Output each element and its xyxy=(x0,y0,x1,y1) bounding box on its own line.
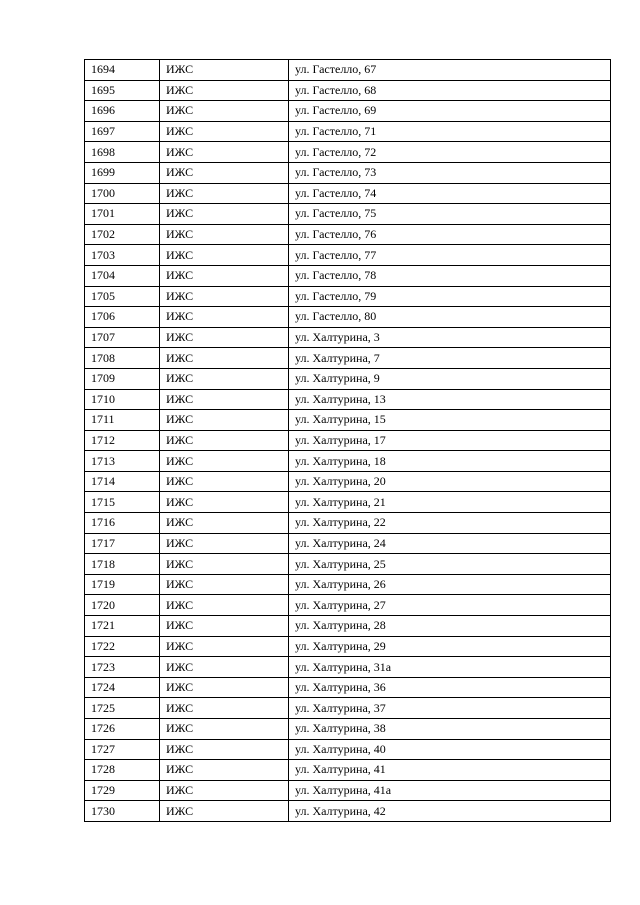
address-cell: ул. Гастелло, 77 xyxy=(289,245,611,266)
object-type-cell: ИЖС xyxy=(160,307,289,328)
object-type-cell: ИЖС xyxy=(160,554,289,575)
object-type-cell: ИЖС xyxy=(160,162,289,183)
row-number-cell: 1696 xyxy=(85,101,160,122)
row-number-cell: 1720 xyxy=(85,595,160,616)
table-row xyxy=(85,224,611,245)
table-row xyxy=(85,677,611,698)
address-cell: ул. Гастелло, 79 xyxy=(289,286,611,307)
address-cell: ул. Халтурина, 17 xyxy=(289,430,611,451)
table-row xyxy=(85,101,611,122)
object-type-cell: ИЖС xyxy=(160,698,289,719)
row-number-cell: 1715 xyxy=(85,492,160,513)
row-number-cell: 1704 xyxy=(85,265,160,286)
address-table xyxy=(84,59,611,822)
object-type-cell: ИЖС xyxy=(160,265,289,286)
object-type-cell: ИЖС xyxy=(160,533,289,554)
row-number-cell: 1698 xyxy=(85,142,160,163)
table-row xyxy=(85,760,611,781)
table-row xyxy=(85,451,611,472)
table-row xyxy=(85,410,611,431)
row-number-cell: 1726 xyxy=(85,719,160,740)
address-cell: ул. Гастелло, 72 xyxy=(289,142,611,163)
row-number-cell: 1719 xyxy=(85,574,160,595)
table-row xyxy=(85,430,611,451)
table-row xyxy=(85,60,611,81)
object-type-cell: ИЖС xyxy=(160,80,289,101)
table-row xyxy=(85,533,611,554)
table-row xyxy=(85,307,611,328)
table-row xyxy=(85,719,611,740)
row-number-cell: 1718 xyxy=(85,554,160,575)
address-cell: ул. Халтурина, 29 xyxy=(289,636,611,657)
row-number-cell: 1708 xyxy=(85,348,160,369)
table-row xyxy=(85,162,611,183)
object-type-cell: ИЖС xyxy=(160,574,289,595)
address-cell: ул. Гастелло, 67 xyxy=(289,60,611,81)
address-cell: ул. Халтурина, 36 xyxy=(289,677,611,698)
object-type-cell: ИЖС xyxy=(160,451,289,472)
object-type-cell: ИЖС xyxy=(160,121,289,142)
object-type-cell: ИЖС xyxy=(160,657,289,678)
address-cell: ул. Халтурина, 37 xyxy=(289,698,611,719)
row-number-cell: 1714 xyxy=(85,471,160,492)
table-row xyxy=(85,657,611,678)
address-cell: ул. Халтурина, 9 xyxy=(289,368,611,389)
table-row xyxy=(85,471,611,492)
object-type-cell: ИЖС xyxy=(160,760,289,781)
address-cell: ул. Халтурина, 3 xyxy=(289,327,611,348)
row-number-cell: 1712 xyxy=(85,430,160,451)
table-row xyxy=(85,204,611,225)
table-row xyxy=(85,801,611,822)
object-type-cell: ИЖС xyxy=(160,368,289,389)
row-number-cell: 1716 xyxy=(85,513,160,534)
object-type-cell: ИЖС xyxy=(160,719,289,740)
row-number-cell: 1709 xyxy=(85,368,160,389)
object-type-cell: ИЖС xyxy=(160,430,289,451)
table-row xyxy=(85,739,611,760)
address-cell: ул. Гастелло, 71 xyxy=(289,121,611,142)
address-cell: ул. Гастелло, 80 xyxy=(289,307,611,328)
table-row xyxy=(85,636,611,657)
table-row xyxy=(85,348,611,369)
table-row xyxy=(85,616,611,637)
object-type-cell: ИЖС xyxy=(160,780,289,801)
row-number-cell: 1705 xyxy=(85,286,160,307)
address-cell: ул. Гастелло, 78 xyxy=(289,265,611,286)
row-number-cell: 1702 xyxy=(85,224,160,245)
address-cell: ул. Халтурина, 38 xyxy=(289,719,611,740)
object-type-cell: ИЖС xyxy=(160,245,289,266)
row-number-cell: 1728 xyxy=(85,760,160,781)
address-cell: ул. Халтурина, 21 xyxy=(289,492,611,513)
row-number-cell: 1697 xyxy=(85,121,160,142)
address-cell: ул. Гастелло, 73 xyxy=(289,162,611,183)
table-row xyxy=(85,389,611,410)
address-cell: ул. Гастелло, 69 xyxy=(289,101,611,122)
table-row xyxy=(85,142,611,163)
object-type-cell: ИЖС xyxy=(160,513,289,534)
row-number-cell: 1706 xyxy=(85,307,160,328)
object-type-cell: ИЖС xyxy=(160,410,289,431)
address-cell: ул. Халтурина, 31а xyxy=(289,657,611,678)
object-type-cell: ИЖС xyxy=(160,348,289,369)
object-type-cell: ИЖС xyxy=(160,595,289,616)
address-cell: ул. Гастелло, 68 xyxy=(289,80,611,101)
address-cell: ул. Халтурина, 7 xyxy=(289,348,611,369)
row-number-cell: 1694 xyxy=(85,60,160,81)
object-type-cell: ИЖС xyxy=(160,204,289,225)
address-cell: ул. Халтурина, 41а xyxy=(289,780,611,801)
address-cell: ул. Гастелло, 75 xyxy=(289,204,611,225)
address-cell: ул. Халтурина, 41 xyxy=(289,760,611,781)
object-type-cell: ИЖС xyxy=(160,183,289,204)
object-type-cell: ИЖС xyxy=(160,142,289,163)
row-number-cell: 1700 xyxy=(85,183,160,204)
row-number-cell: 1710 xyxy=(85,389,160,410)
row-number-cell: 1721 xyxy=(85,616,160,637)
address-cell: ул. Халтурина, 13 xyxy=(289,389,611,410)
object-type-cell: ИЖС xyxy=(160,60,289,81)
address-cell: ул. Халтурина, 28 xyxy=(289,616,611,637)
object-type-cell: ИЖС xyxy=(160,677,289,698)
table-row xyxy=(85,286,611,307)
address-cell: ул. Халтурина, 26 xyxy=(289,574,611,595)
object-type-cell: ИЖС xyxy=(160,492,289,513)
row-number-cell: 1722 xyxy=(85,636,160,657)
table-row xyxy=(85,183,611,204)
row-number-cell: 1717 xyxy=(85,533,160,554)
object-type-cell: ИЖС xyxy=(160,801,289,822)
row-number-cell: 1723 xyxy=(85,657,160,678)
table-row xyxy=(85,513,611,534)
address-cell: ул. Халтурина, 20 xyxy=(289,471,611,492)
row-number-cell: 1725 xyxy=(85,698,160,719)
object-type-cell: ИЖС xyxy=(160,224,289,245)
row-number-cell: 1707 xyxy=(85,327,160,348)
table-row xyxy=(85,595,611,616)
address-cell: ул. Халтурина, 22 xyxy=(289,513,611,534)
table-row xyxy=(85,245,611,266)
table-row xyxy=(85,121,611,142)
table-row xyxy=(85,265,611,286)
address-cell: ул. Халтурина, 25 xyxy=(289,554,611,575)
address-table-body xyxy=(85,60,611,822)
object-type-cell: ИЖС xyxy=(160,101,289,122)
row-number-cell: 1703 xyxy=(85,245,160,266)
object-type-cell: ИЖС xyxy=(160,636,289,657)
object-type-cell: ИЖС xyxy=(160,389,289,410)
address-cell: ул. Гастелло, 74 xyxy=(289,183,611,204)
object-type-cell: ИЖС xyxy=(160,286,289,307)
table-row xyxy=(85,368,611,389)
row-number-cell: 1724 xyxy=(85,677,160,698)
row-number-cell: 1701 xyxy=(85,204,160,225)
object-type-cell: ИЖС xyxy=(160,327,289,348)
address-cell: ул. Халтурина, 27 xyxy=(289,595,611,616)
address-cell: ул. Халтурина, 15 xyxy=(289,410,611,431)
row-number-cell: 1730 xyxy=(85,801,160,822)
address-cell: ул. Халтурина, 24 xyxy=(289,533,611,554)
address-cell: ул. Халтурина, 18 xyxy=(289,451,611,472)
object-type-cell: ИЖС xyxy=(160,739,289,760)
row-number-cell: 1729 xyxy=(85,780,160,801)
table-row xyxy=(85,492,611,513)
table-row xyxy=(85,554,611,575)
table-row xyxy=(85,327,611,348)
address-cell: ул. Халтурина, 42 xyxy=(289,801,611,822)
object-type-cell: ИЖС xyxy=(160,616,289,637)
row-number-cell: 1713 xyxy=(85,451,160,472)
object-type-cell: ИЖС xyxy=(160,471,289,492)
table-row xyxy=(85,80,611,101)
address-cell: ул. Халтурина, 40 xyxy=(289,739,611,760)
row-number-cell: 1695 xyxy=(85,80,160,101)
table-row xyxy=(85,780,611,801)
row-number-cell: 1711 xyxy=(85,410,160,431)
address-cell: ул. Гастелло, 76 xyxy=(289,224,611,245)
row-number-cell: 1699 xyxy=(85,162,160,183)
row-number-cell: 1727 xyxy=(85,739,160,760)
table-row xyxy=(85,574,611,595)
table-row xyxy=(85,698,611,719)
